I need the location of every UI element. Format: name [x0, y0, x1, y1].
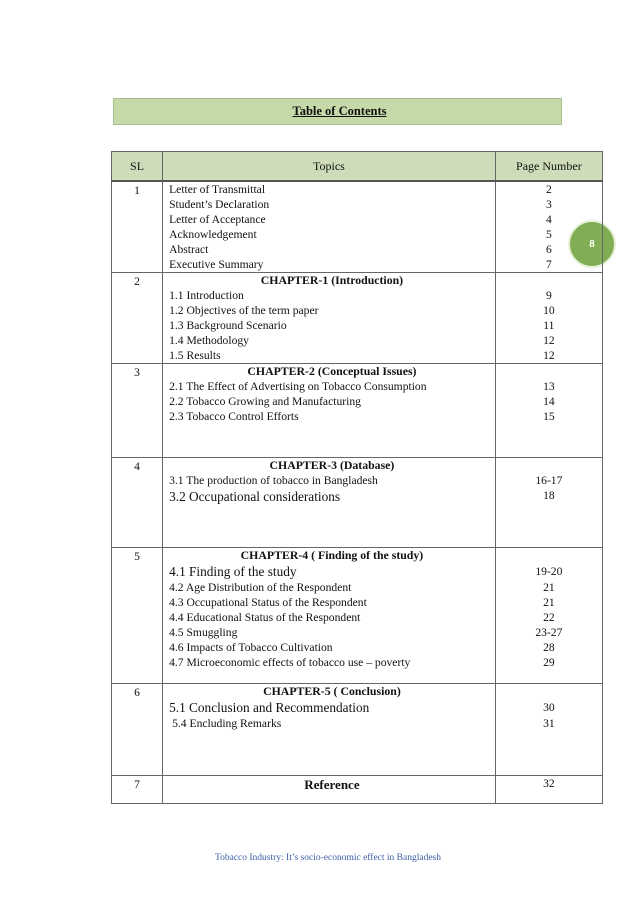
- row-topics: [163, 273, 496, 364]
- row-topics: [163, 684, 496, 776]
- row-sl: 2: [112, 273, 163, 364]
- row-topics: [163, 548, 496, 684]
- page-ref: 6: [545, 243, 552, 256]
- topic-item: 4.6 Impacts of Tobacco Cultivation: [169, 641, 333, 654]
- page-ref: 14: [543, 395, 555, 408]
- topic-item: Letter of Acceptance: [169, 213, 266, 226]
- reference-heading: Reference: [304, 777, 360, 792]
- topic-item: 2.1 The Effect of Advertising on Tobacco Consumption: [169, 380, 427, 393]
- header-topics: Topics: [163, 152, 496, 182]
- page-ref: 9: [545, 289, 552, 302]
- topic-item: 4.1 Finding of the study: [169, 564, 297, 579]
- topic-item: 5.1 Conclusion and Recommendation: [169, 700, 370, 715]
- row-pages: [495, 458, 602, 548]
- page-ref: 16-17: [535, 474, 563, 487]
- chapter-heading: CHAPTER-2 (Conceptual Issues): [247, 364, 417, 378]
- row-pages: [495, 364, 602, 458]
- topic-item: Abstract: [169, 243, 209, 256]
- page-ref: 3: [545, 198, 552, 211]
- page-ref: 22: [543, 611, 555, 624]
- table-row: [112, 181, 603, 273]
- row-pages: [495, 776, 602, 804]
- header-page-number: Page Number: [495, 152, 602, 182]
- toc-header-row: [112, 152, 603, 182]
- page-ref-spacer: [496, 364, 602, 379]
- topic-item: Letter of Transmittal: [169, 183, 266, 196]
- topic-item: Acknowledgement: [169, 228, 257, 241]
- topic-item: Executive Summary: [169, 258, 264, 271]
- page-ref: 18: [543, 489, 555, 502]
- row-sl: 7: [112, 776, 163, 804]
- page-ref: 2: [545, 183, 552, 196]
- topic-item: 2.3 Tobacco Control Efforts: [169, 410, 299, 423]
- page-ref: 21: [543, 596, 555, 609]
- topic-item: 4.4 Educational Status of the Respondent: [169, 611, 361, 624]
- topic-item: 3.1 The production of tobacco in Bangladesh: [169, 474, 378, 487]
- row-pages: [495, 273, 602, 364]
- topic-item: 1.3 Background Scenario: [169, 319, 287, 332]
- topic-item: 1.2 Objectives of the term paper: [169, 304, 319, 317]
- table-row: [112, 776, 603, 804]
- page-ref: 11: [543, 319, 555, 332]
- page-ref: 21: [543, 581, 555, 594]
- row-pages: [495, 181, 602, 273]
- topic-item: 4.2 Age Distribution of the Respondent: [169, 581, 352, 594]
- table-row: [112, 458, 603, 548]
- page-ref: 5: [545, 228, 552, 241]
- table-row: [112, 364, 603, 458]
- chapter-heading: CHAPTER-3 (Database): [269, 458, 395, 472]
- page-title: Table of Contents: [292, 104, 387, 118]
- table-row: [112, 684, 603, 776]
- topic-item: 1.1 Introduction: [169, 289, 244, 302]
- topic-item: 4.5 Smuggling: [169, 626, 238, 639]
- page-ref: 10: [543, 304, 555, 317]
- page-ref-spacer: [496, 548, 602, 563]
- page-ref: 32: [543, 777, 555, 790]
- row-sl: 1: [112, 181, 163, 273]
- page-ref: 7: [545, 258, 552, 271]
- page-ref-spacer: [496, 684, 602, 699]
- table-row: [112, 548, 603, 684]
- table-row: [112, 273, 603, 364]
- page-footer: Tobacco Industry: It’s socio-economic effect in Bangladesh: [214, 853, 442, 863]
- topic-item: 2.2 Tobacco Growing and Manufacturing: [169, 395, 361, 408]
- topic-item: 5.4 Encluding Remarks: [172, 717, 282, 730]
- header-sl: SL: [112, 152, 163, 182]
- page-ref: 12: [543, 349, 555, 362]
- page-ref: 13: [543, 380, 555, 393]
- topic-item: 4.7 Microeconomic effects of tobacco use – poverty: [169, 656, 411, 669]
- page-ref: 19-20: [535, 565, 563, 578]
- topic-item: Student’s Declaration: [169, 198, 270, 211]
- topic-item: 3.2 Occupational considerations: [169, 489, 341, 504]
- row-topics: [163, 776, 496, 804]
- page-ref: 12: [543, 334, 555, 347]
- page-ref: 28: [543, 641, 555, 654]
- topic-item: 4.3 Occupational Status of the Respondent: [169, 596, 367, 609]
- row-sl: 6: [112, 684, 163, 776]
- page-number-badge: 8: [568, 220, 616, 268]
- page-ref: 15: [543, 410, 555, 423]
- chapter-heading: CHAPTER-5 ( Conclusion): [263, 684, 401, 698]
- page-ref: 4: [545, 213, 552, 226]
- row-sl: 5: [112, 548, 163, 684]
- toc-table: [111, 151, 603, 804]
- page-ref: 31: [543, 717, 555, 730]
- toc-title-bar: [113, 98, 562, 125]
- row-pages: [495, 684, 602, 776]
- page-ref: 30: [543, 701, 555, 714]
- row-sl: 3: [112, 364, 163, 458]
- row-pages: [495, 548, 602, 684]
- topic-item: 1.4 Methodology: [169, 334, 249, 347]
- chapter-heading: CHAPTER-1 (Introduction): [260, 273, 404, 287]
- row-topics: [163, 458, 496, 548]
- topic-item: 1.5 Results: [169, 349, 221, 362]
- page-ref-spacer: [496, 273, 602, 288]
- page-ref-spacer: [496, 458, 602, 473]
- row-sl: 4: [112, 458, 163, 548]
- row-topics: [163, 364, 496, 458]
- chapter-heading: CHAPTER-4 ( Finding of the study): [240, 548, 424, 562]
- row-topics: [163, 181, 496, 273]
- page-ref: 29: [543, 656, 555, 669]
- page-ref: 23-27: [535, 626, 563, 639]
